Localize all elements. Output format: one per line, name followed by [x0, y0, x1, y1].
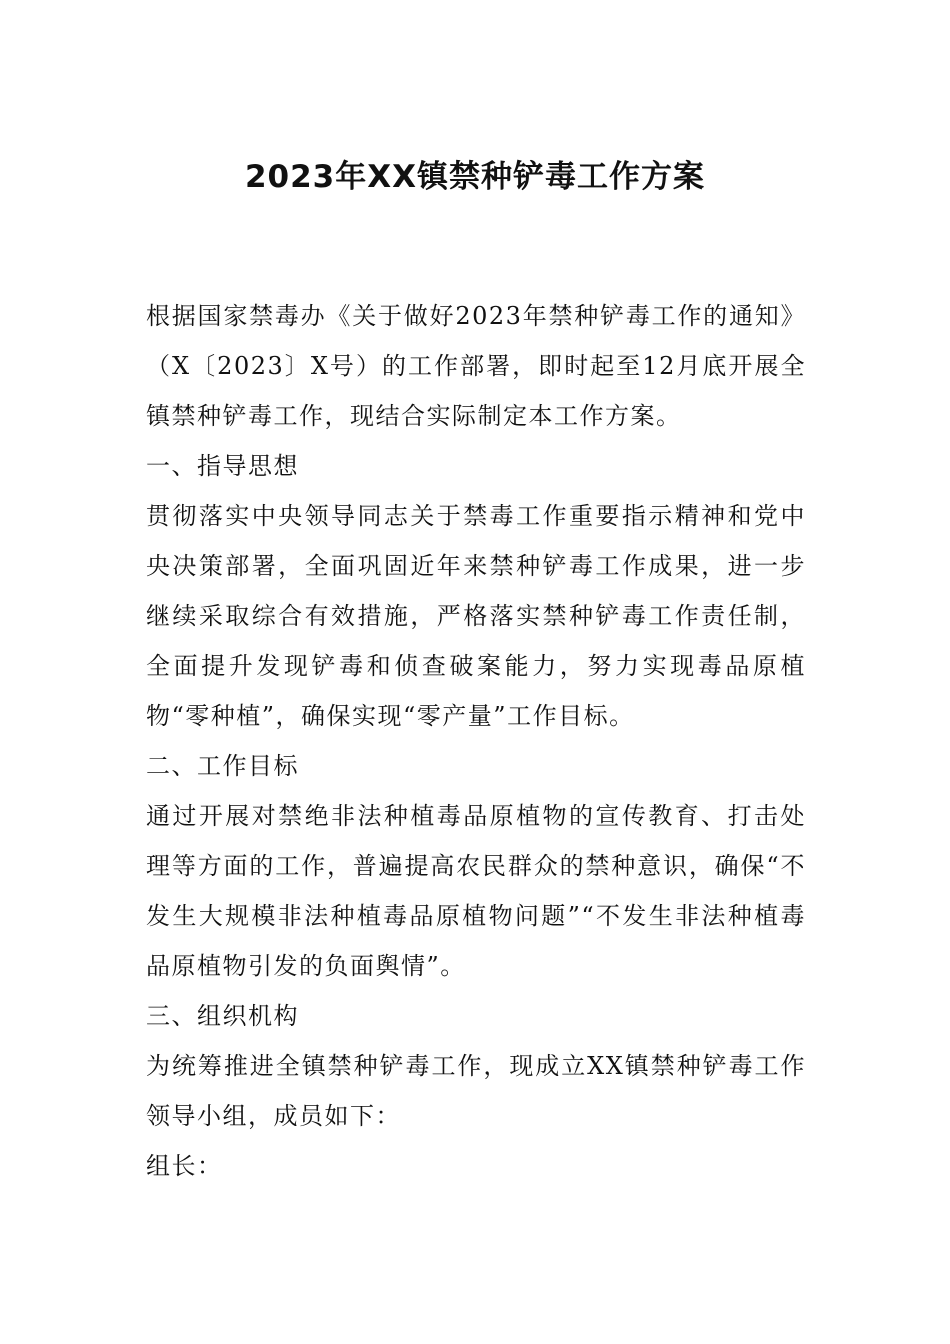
- intro-paragraph: 根据国家禁毒办《关于做好2023年禁种铲毒工作的通知》（X〔2023〕X号）的工作部署，即时起至12月底开展全镇禁种铲毒工作，现结合实际制定本工作方案。: [146, 302, 806, 430]
- section-heading-work-goals: 二、工作目标: [146, 752, 299, 780]
- section-heading-guiding-ideology: 一、指导思想: [146, 452, 299, 480]
- organization-paragraph: 为统筹推进全镇禁种铲毒工作，现成立XX镇禁种铲毒工作领导小组，成员如下：: [146, 1052, 806, 1130]
- document-title: 2023年XX镇禁种铲毒工作方案: [244, 159, 706, 195]
- group-leader-label: 组长：: [146, 1152, 223, 1180]
- guiding-ideology-paragraph: 贯彻落实中央领导同志关于禁毒工作重要指示精神和党中央决策部署，全面巩固近年来禁种铲毒工作成果，进一步继续采取综合有效措施，严格落实禁种铲毒工作责任制，全面提升发现铲毒和侦查破案能力，努力实现毒品原植物“零种植”，确保实现“零产量”工作目标。: [146, 502, 806, 730]
- section-heading-organization: 三、组织机构: [146, 1002, 299, 1030]
- work-goals-paragraph: 通过开展对禁绝非法种植毒品原植物的宣传教育、打击处理等方面的工作，普遍提高农民群众的禁种意识，确保“不发生大规模非法种植毒品原植物问题”“不发生非法种植毒品原植物引发的负面舆情”。: [146, 802, 806, 980]
- document-body: [146, 291, 806, 1191]
